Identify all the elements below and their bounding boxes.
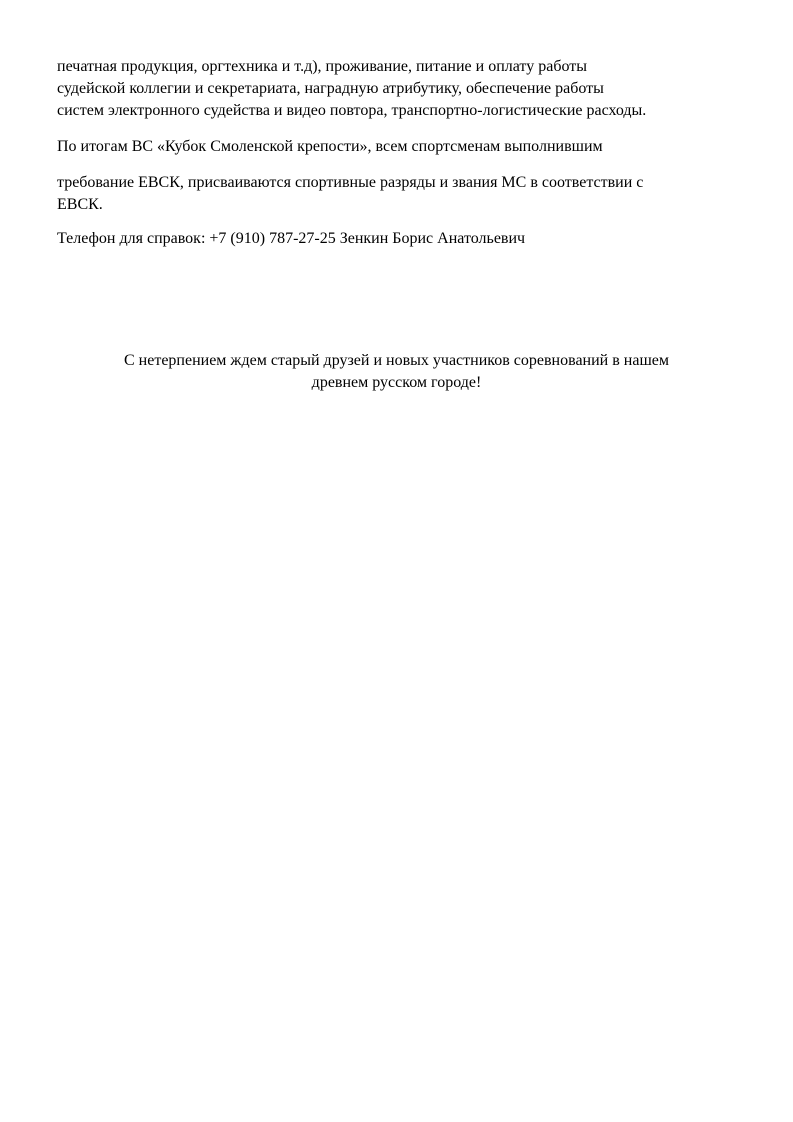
results-paragraph bbox=[57, 136, 757, 158]
closing-invitation bbox=[0, 350, 793, 394]
paragraph-line: систем электронного судейства и видео повтора, транспортно-логистические расходы. bbox=[57, 102, 647, 119]
contact-phone-paragraph bbox=[57, 228, 757, 250]
expenses-paragraph bbox=[57, 56, 757, 122]
paragraph-line: По итогам ВС «Кубок Смоленской крепости», всем спортсменам выполнившим bbox=[57, 138, 603, 155]
closing-line: С нетерпением ждем старый друзей и новых участников соревнований в нашем bbox=[123, 352, 669, 369]
paragraph-line: требование ЕВСК, присваиваются спортивные разряды и звания МС в соответствии с bbox=[57, 174, 644, 191]
paragraph-line: печатная продукция, оргтехника и т.д), проживание, питание и оплату работы bbox=[57, 58, 587, 75]
paragraph-line: судейской коллегии и секретариата, наградную атрибутику, обеспечение работы bbox=[57, 80, 604, 97]
ranks-paragraph bbox=[57, 172, 757, 216]
closing-line: древнем русском городе! bbox=[311, 374, 482, 391]
paragraph-line: ЕВСК. bbox=[57, 196, 103, 213]
paragraph-line: Телефон для справок: +7 (910) 787-27-25 Зенкин Борис Анатольевич bbox=[57, 230, 526, 247]
